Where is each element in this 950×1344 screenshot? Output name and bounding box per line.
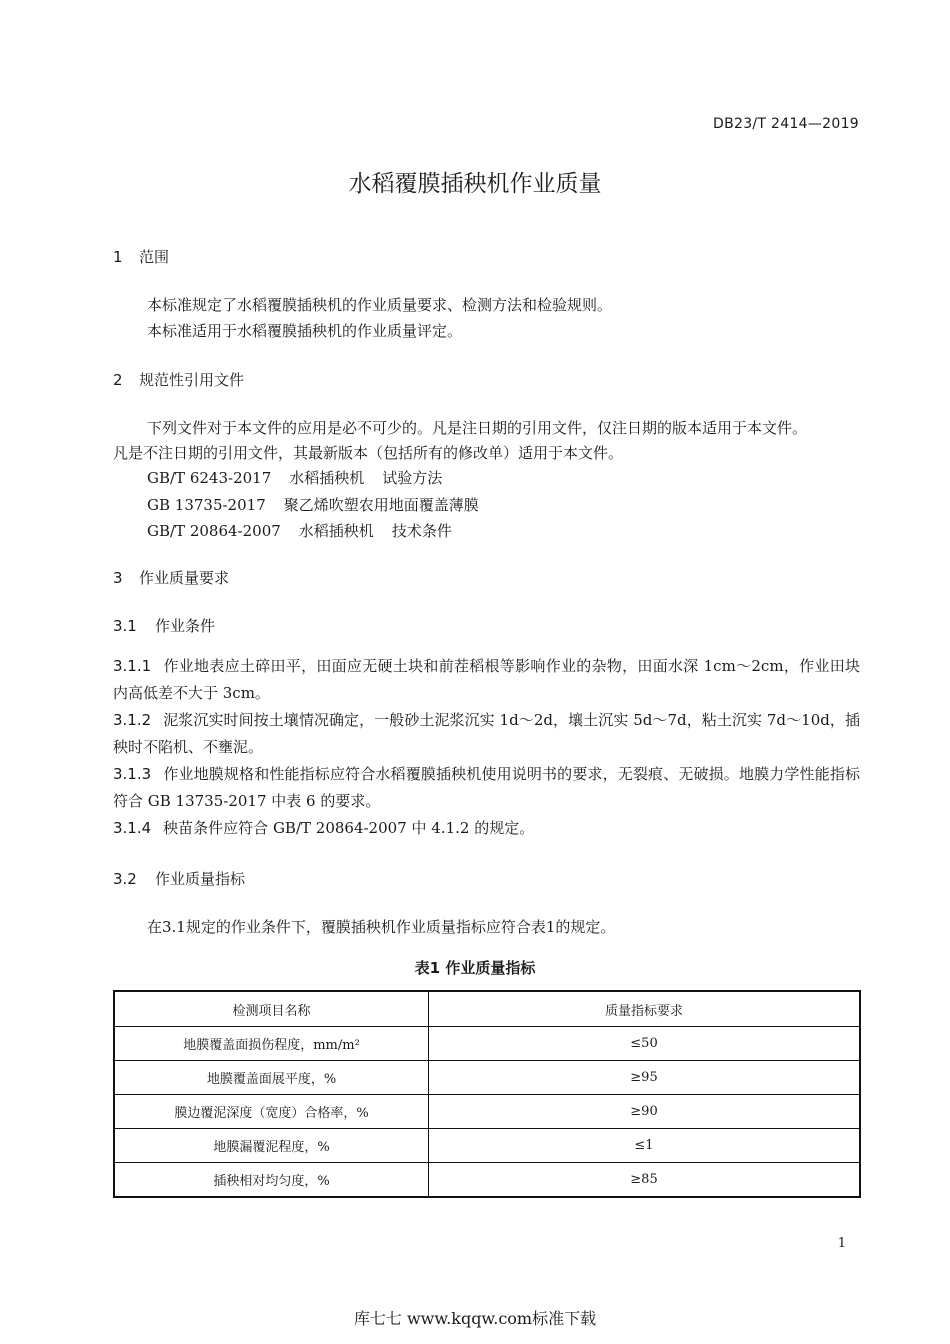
footer-watermark: 库七七 www.kqqw.com标准下载 [353, 1309, 597, 1328]
section-title: 作业质量指标 [155, 870, 246, 888]
table-row [114, 1095, 860, 1129]
section-number: 1 [113, 248, 123, 266]
normative-reference [147, 494, 479, 515]
section-heading-3-2 [113, 868, 245, 889]
clause-3-1-1 [113, 653, 860, 707]
reference-title: 水稻插秧机 [298, 522, 374, 540]
page-number: 1 [837, 1236, 846, 1251]
table-row [114, 1061, 860, 1095]
paragraph: 下列文件对于本文件的应用是必不可少的。凡是注日期的引用文件，仅注日期的版本适用于本文件。 [147, 419, 808, 437]
clause-3-1-3 [113, 761, 860, 815]
clause-number: 3.1.1 [113, 657, 152, 675]
reference-subtitle: 试验方法 [382, 469, 443, 487]
section-number: 2 [113, 371, 123, 389]
item-name-cell: 膜边覆泥深度（宽度）合格率，% [114, 1095, 429, 1129]
reference-code: GB 13735-2017 [147, 496, 266, 514]
normative-reference [147, 467, 442, 488]
section-title: 规范性引用文件 [139, 371, 245, 389]
reference-title: 水稻插秧机 [289, 469, 365, 487]
document-number: DB23/T 2414—2019 [713, 116, 859, 132]
reference-title: 聚乙烯吹塑农用地面覆盖薄膜 [283, 496, 479, 514]
table-row [114, 1027, 860, 1061]
clause-3-1-4 [113, 815, 860, 842]
section-heading-1 [113, 246, 169, 267]
section-title: 范围 [139, 248, 170, 266]
page-title: 水稻覆膜插秧机作业质量 [348, 171, 602, 197]
section-number: 3.1 [113, 617, 137, 635]
clause-3-1-2 [113, 707, 860, 761]
paragraph: 在3.1规定的作业条件下，覆膜插秧机作业质量指标应符合表1的规定。 [147, 918, 616, 936]
clause-text: 作业地膜规格和性能指标应符合水稻覆膜插秧机使用说明书的要求，无裂痕、无破损。地膜力学性能指标符合 GB 13735-2017 中表 6 的要求。 [113, 765, 860, 810]
clause-number: 3.1.2 [113, 711, 152, 729]
normative-reference [147, 520, 452, 541]
clause-text: 泥浆沉实时间按土壤情况确定，一般砂土泥浆沉实 1d～2d，壤土沉实 5d～7d，粘土沉实 7d～10d，插秧时不陷机、不壅泥。 [113, 711, 860, 756]
requirement-cell: ≤1 [429, 1129, 861, 1163]
column-header: 质量指标要求 [429, 991, 861, 1027]
table-row [114, 1163, 860, 1198]
section-heading-2 [113, 369, 244, 390]
section-heading-3 [113, 567, 229, 588]
paragraph: 凡是不注日期的引用文件，其最新版本（包括所有的修改单）适用于本文件。 [113, 444, 624, 462]
reference-code: GB/T 6243-2017 [147, 469, 272, 487]
column-header: 检测项目名称 [114, 991, 429, 1027]
section-title: 作业质量要求 [139, 569, 230, 587]
table-caption: 表1 作业质量指标 [414, 959, 536, 977]
clause-number: 3.1.3 [113, 765, 152, 783]
table-header-row [114, 991, 860, 1027]
paragraph: 本标准规定了水稻覆膜插秧机的作业质量要求、检测方法和检验规则。 [147, 296, 613, 314]
clause-number: 3.1.4 [113, 819, 152, 837]
reference-code: GB/T 20864-2007 [147, 522, 281, 540]
section-number: 3.2 [113, 870, 137, 888]
quality-index-table [113, 990, 861, 1198]
clause-text: 作业地表应土碎田平，田面应无硬土块和前茬稻根等影响作业的杂物，田面水深 1cm～2cm，作业田块内高低差不大于 3cm。 [113, 657, 860, 702]
section-heading-3-1 [113, 615, 215, 636]
section-title: 作业条件 [155, 617, 216, 635]
clause-text: 秧苗条件应符合 GB/T 20864-2007 中 4.1.2 的规定。 [163, 819, 535, 837]
item-name-cell: 地膜覆盖面展平度，% [114, 1061, 429, 1095]
reference-subtitle: 技术条件 [391, 522, 452, 540]
paragraph: 本标准适用于水稻覆膜插秧机的作业质量评定。 [147, 322, 463, 340]
section-number: 3 [113, 569, 123, 587]
requirement-cell: ≥95 [429, 1061, 861, 1095]
item-name-cell: 地膜漏覆泥程度，% [114, 1129, 429, 1163]
item-name-cell: 插秧相对均匀度，% [114, 1163, 429, 1198]
requirement-cell: ≥85 [429, 1163, 861, 1198]
table-row [114, 1129, 860, 1163]
requirement-cell: ≥90 [429, 1095, 861, 1129]
item-name-cell: 地膜覆盖面损伤程度，mm/m² [114, 1027, 429, 1061]
requirement-cell: ≤50 [429, 1027, 861, 1061]
